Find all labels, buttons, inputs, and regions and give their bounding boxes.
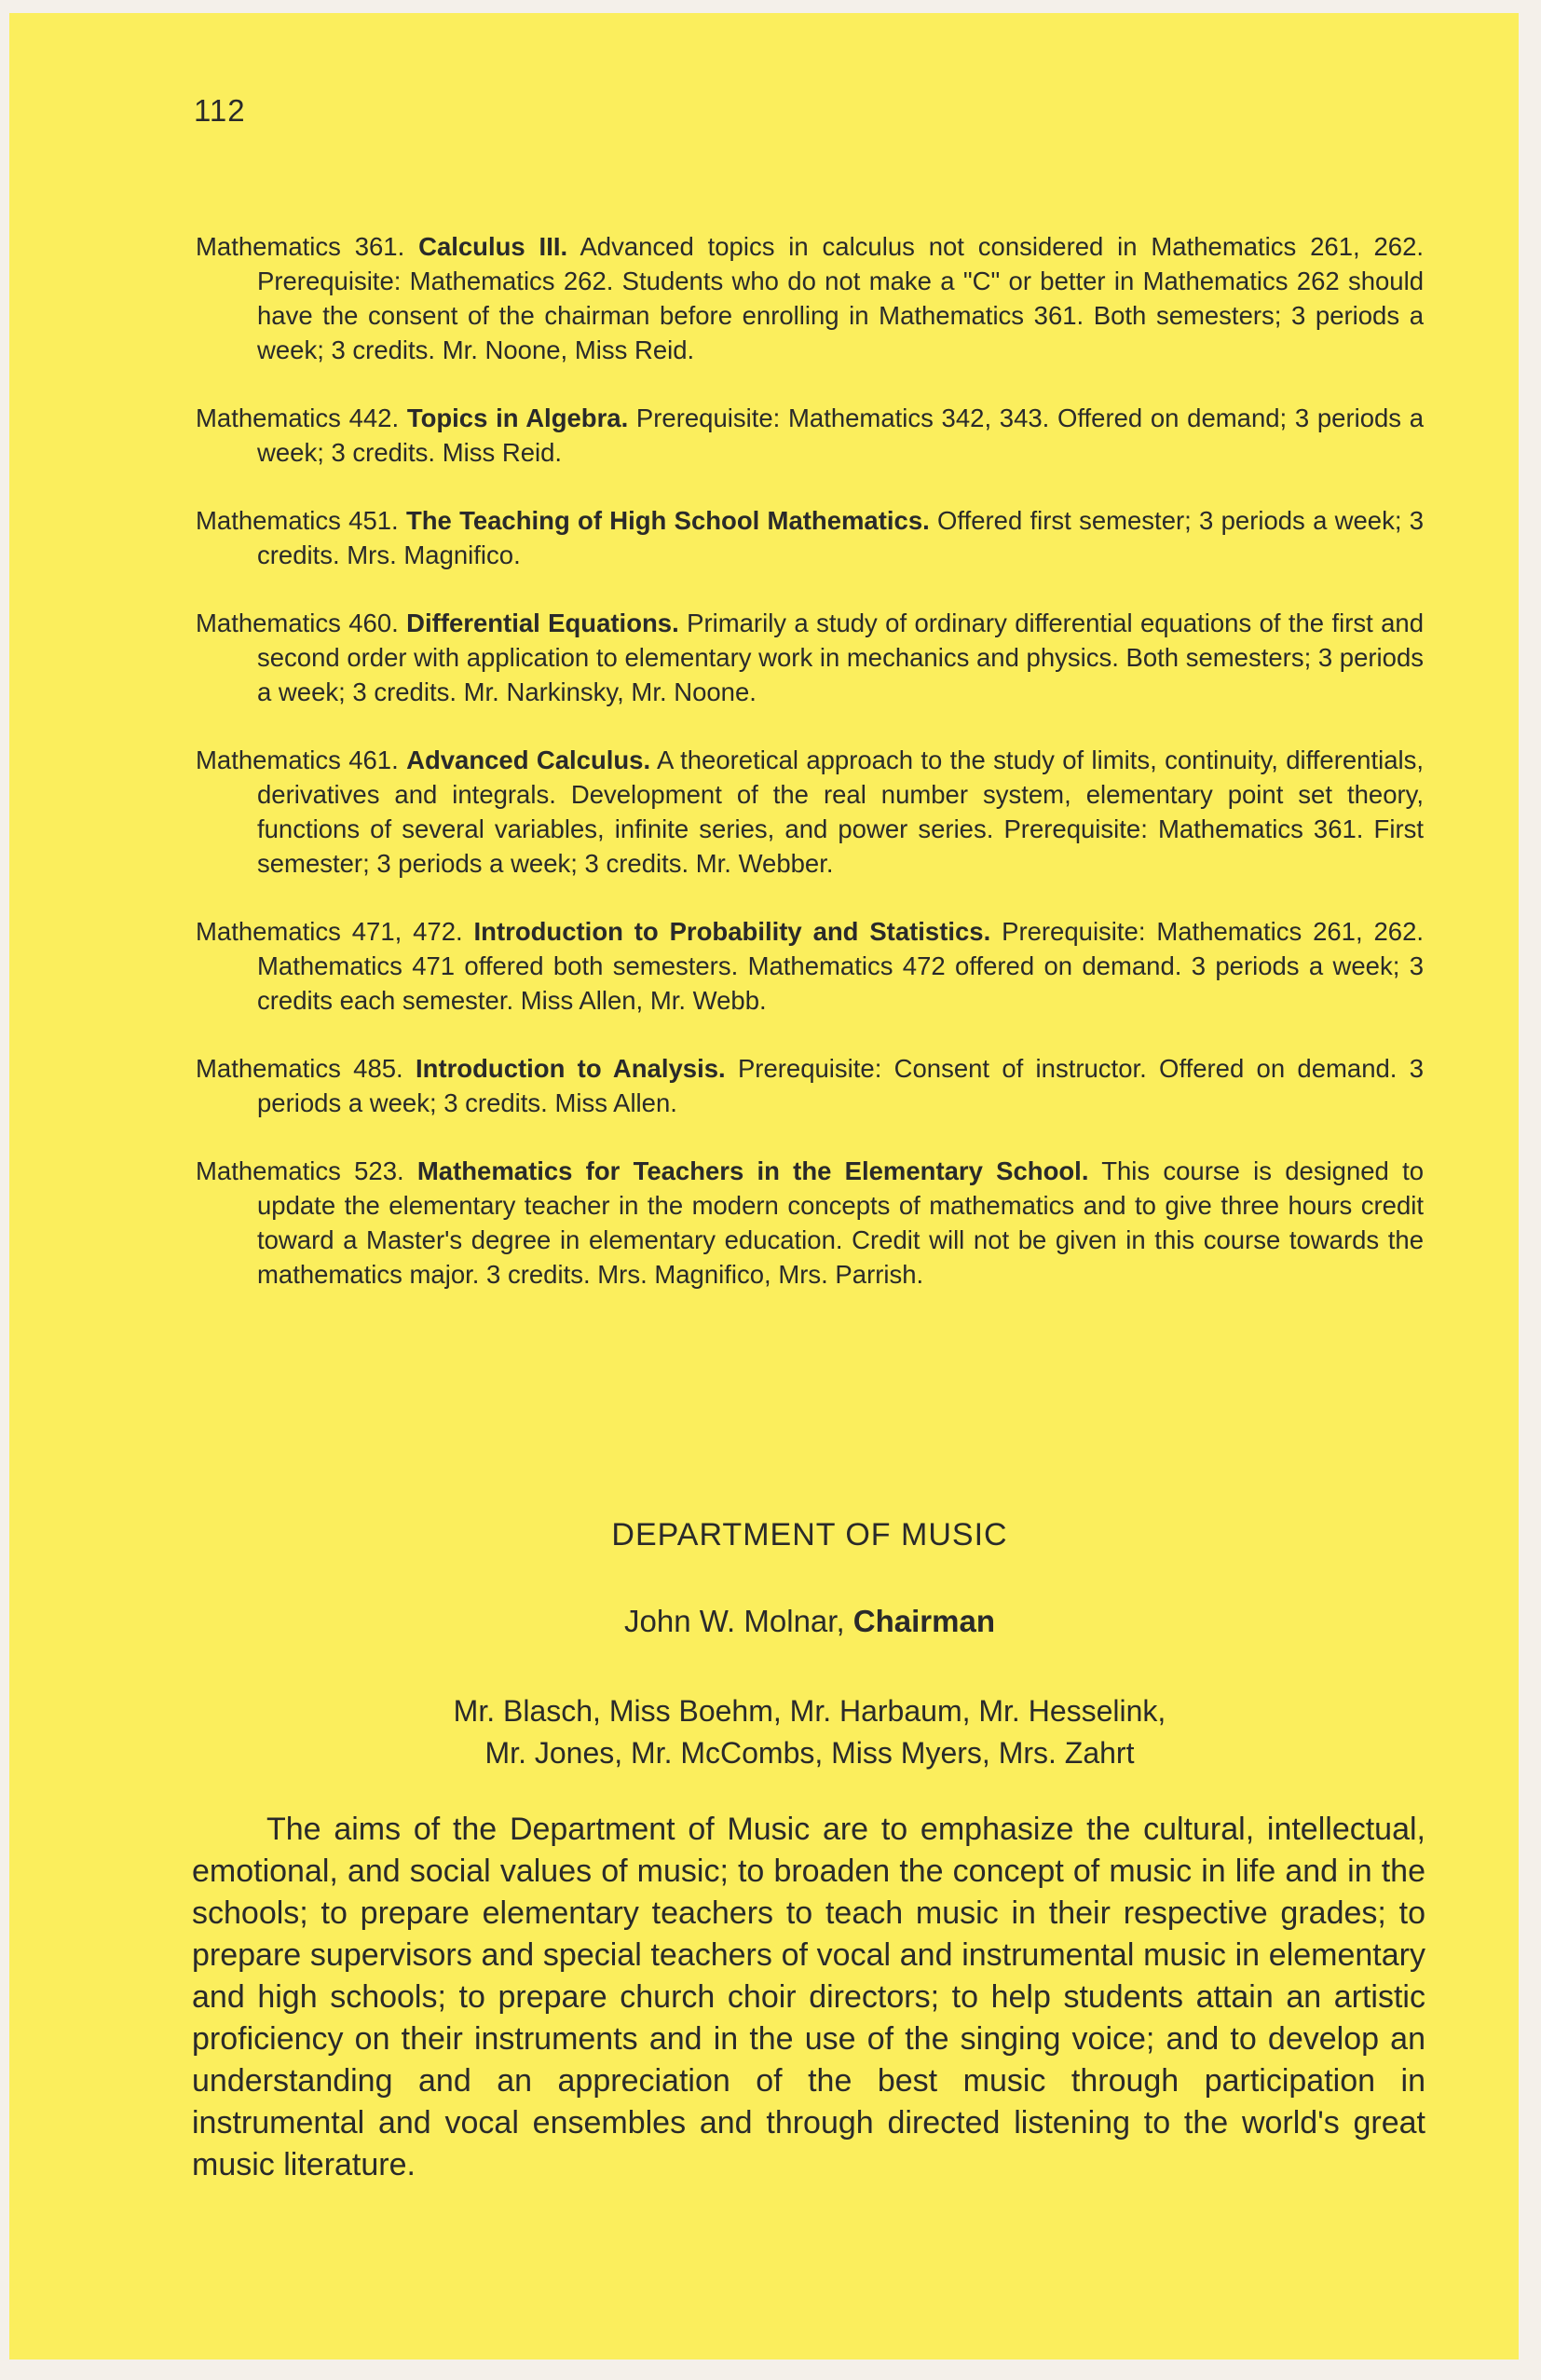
course-title: Advanced Calculus. — [406, 745, 651, 774]
course-title: Mathematics for Teachers in the Elementary School. — [416, 1156, 1089, 1185]
course-number: Mathematics 451. — [196, 506, 399, 535]
course-number: Mathematics 485. — [196, 1054, 403, 1083]
page-number: 112 — [194, 93, 246, 128]
course-number: Mathematics 523. — [196, 1156, 404, 1185]
course-title: Introduction to Probability and Statistics. — [473, 917, 991, 946]
department-aims-paragraph: The aims of the Department of Music are to emphasize the cultural, intellectual, emotional, and social values of music; to broaden the concept of music in life and in the schools; to prepare elementary teachers to teach music in their respective grades; to prepare supervisors and special teachers of vocal and instrumental music in elementary and high schools; to prepare church choir directors; to help students attain an artistic proficiency on their instruments and in the use of the singing voice; and to develop an understanding and an appreciation of the best music through participation in instrumental and vocal ensembles and through directed listening to the world's great music literature. — [192, 1812, 1425, 2182]
course-title: The Teaching of High School Mathematics. — [405, 506, 930, 535]
course-title: Differential Equations. — [406, 609, 679, 637]
course-description: Offered first semester; 3 periods a week; 3 credits. Mrs. Magnifico. — [257, 506, 1425, 569]
course-entry-math-471-472 — [196, 914, 1424, 1018]
chair-role: Chairman — [852, 1604, 995, 1638]
course-entry-math-460 — [196, 606, 1424, 709]
course-number: Mathematics 460. — [196, 609, 399, 637]
course-title: Topics in Algebra. — [406, 404, 629, 432]
department-chair — [196, 1604, 1424, 1639]
course-description: This course is designed to update the elementary teacher in the modern concepts of mathematics and to give three hours credit toward a Master's degree in elementary education. Credit will not be given in this course towards the mathematics major. 3 credits. Mrs. Magnifico, Mrs. Parrish. — [257, 1156, 1425, 1289]
course-description: Prerequisite: Mathematics 261, 262. Mathematics 471 offered both semesters. Mathematics 472 offered on demand. 3 periods a week; 3 credits each semester. Miss Allen, Mr. Webb. — [257, 917, 1425, 1015]
course-entry-math-523 — [196, 1154, 1424, 1292]
course-title: Introduction to Analysis. — [416, 1054, 726, 1083]
faculty-line: Mr. Blasch, Miss Boehm, Mr. Harbaum, Mr. Hesselink, — [453, 1694, 1166, 1728]
department-faculty — [196, 1690, 1424, 1774]
course-entry-math-442 — [196, 401, 1424, 470]
department-heading: DEPARTMENT OF MUSIC — [611, 1517, 1008, 1552]
catalog-page — [9, 13, 1519, 2359]
course-description: A theoretical approach to the study of limits, continuity, differentials, derivatives and integrals. Development of the real number system, elementary point set theory, functions of several variables, infinite series, and power series. Prerequisite: Mathematics 361. First semester; 3 periods a week; 3 credits. Mr. Webber. — [257, 745, 1424, 878]
course-description: Primarily a study of ordinary differential equations of the first and second order with application to elementary work in mechanics and physics. Both semesters; 3 periods a week; 3 credits. Mr. Narkinsky, Mr. Noone. — [257, 609, 1425, 706]
course-description: Advanced topics in calculus not considered in Mathematics 261, 262. Prerequisite: Mathematics 262. Students who do not make a "C" or better in Mathematics 262 should have the consent of the chairman before enrolling in Mathematics 361. Both semesters; 3 periods a week; 3 credits. Mr. Noone, Miss Reid. — [257, 232, 1425, 364]
course-description: Prerequisite: Consent of instructor. Offered on demand. 3 periods a week; 3 credits. Miss Allen. — [257, 1054, 1425, 1117]
chair-name: John W. Molnar, — [624, 1604, 845, 1638]
course-description: Prerequisite: Mathematics 342, 343. Offered on demand; 3 periods a week; 3 credits. Miss Reid. — [257, 404, 1425, 467]
course-list — [196, 229, 1424, 1325]
course-entry-math-461 — [196, 743, 1424, 881]
course-entry-math-485 — [196, 1051, 1424, 1120]
course-entry-math-361 — [196, 229, 1424, 367]
course-number: Mathematics 461. — [196, 745, 399, 774]
course-number: Mathematics 471, 472. — [196, 917, 463, 946]
course-entry-math-451 — [196, 503, 1424, 572]
faculty-line: Mr. Jones, Mr. McCombs, Miss Myers, Mrs. Zahrt — [484, 1736, 1135, 1770]
course-number: Mathematics 442. — [196, 404, 400, 432]
course-number: Mathematics 361. — [196, 232, 405, 261]
course-title: Calculus III. — [418, 232, 568, 261]
